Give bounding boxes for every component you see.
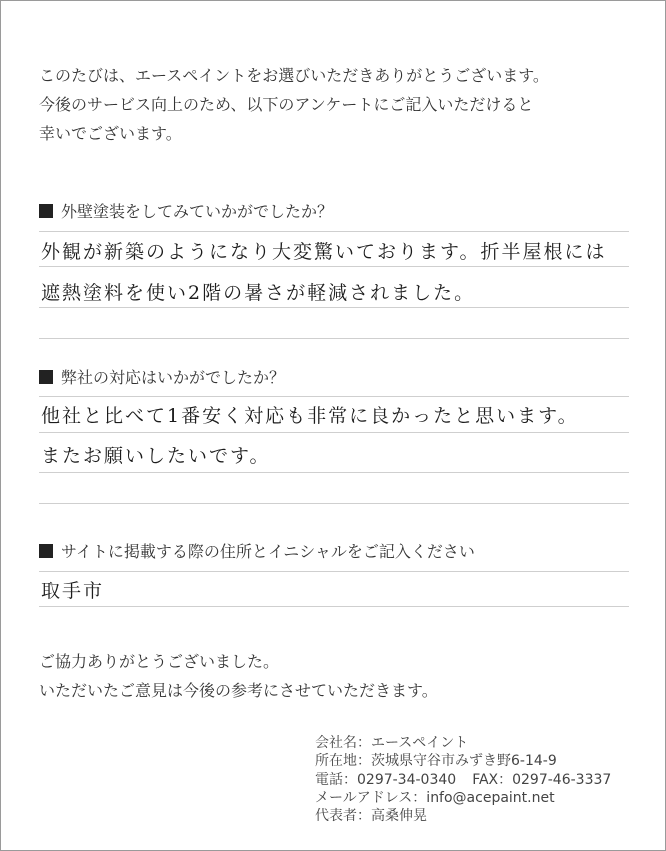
company-phone-fax (315, 771, 611, 789)
question-1-text: 外壁塗装をしてみていかがでしたか？ (61, 202, 334, 221)
question-1-answer-line-1: 外観が新築のようになり大変驚いております。折半屋根には (41, 241, 607, 263)
company-tel: 電話：0297-34-0340 (315, 771, 457, 788)
company-info (315, 734, 611, 825)
company-representative: 代表者：高桑伸晃 (315, 808, 427, 825)
answer-line (39, 338, 629, 339)
closing-text (39, 647, 438, 705)
square-bullet-icon (39, 204, 53, 218)
square-bullet-icon (39, 544, 53, 558)
answer-line (39, 266, 629, 267)
closing-line: いただいたご意見は今後の参考にさせていただきます。 (39, 681, 438, 700)
company-name: 会社名：エースペイント (315, 735, 469, 751)
intro-line: 幸いでございます。 (39, 124, 182, 143)
question-2-heading (39, 367, 285, 389)
question-3-heading (39, 541, 475, 563)
closing-line: ご協力ありがとうございました。 (39, 652, 280, 671)
square-bullet-icon (39, 370, 53, 384)
company-fax: FAX：0297-46-3337 (472, 771, 612, 788)
company-email: メールアドレス：info@acepaint.net (315, 789, 555, 806)
question-1-heading (39, 201, 333, 223)
answer-line (39, 396, 629, 397)
question-3-text: サイトに掲載する際の住所とイニシャルをご記入ください (61, 542, 475, 561)
question-2-answer-line-1: 他社と比べて1番安く対応も非常に良かったと思います。 (41, 405, 579, 427)
answer-line (39, 231, 629, 232)
question-3-answer-line-1: 取手市 (41, 580, 105, 602)
answer-line (39, 307, 629, 308)
question-1-answer-line-2: 遮熱塗料を使い2階の暑さが軽減されました。 (41, 282, 476, 304)
answer-line (39, 432, 629, 433)
question-2-answer-line-2: またお願いしたいです。 (41, 445, 271, 467)
intro-text (39, 61, 549, 148)
answer-line (39, 571, 629, 572)
answer-line (39, 472, 629, 473)
company-address: 所在地：茨城県守谷市みずき野6-14-9 (315, 753, 557, 770)
intro-line: このたびは、エースペイントをお選びいただきありがとうございます。 (39, 66, 549, 85)
answer-line (39, 503, 629, 504)
answer-line (39, 606, 629, 607)
question-2-text: 弊社の対応はいかがでしたか？ (61, 368, 286, 387)
intro-line: 今後のサービス向上のため、以下のアンケートにご記入いただけると (39, 95, 534, 114)
